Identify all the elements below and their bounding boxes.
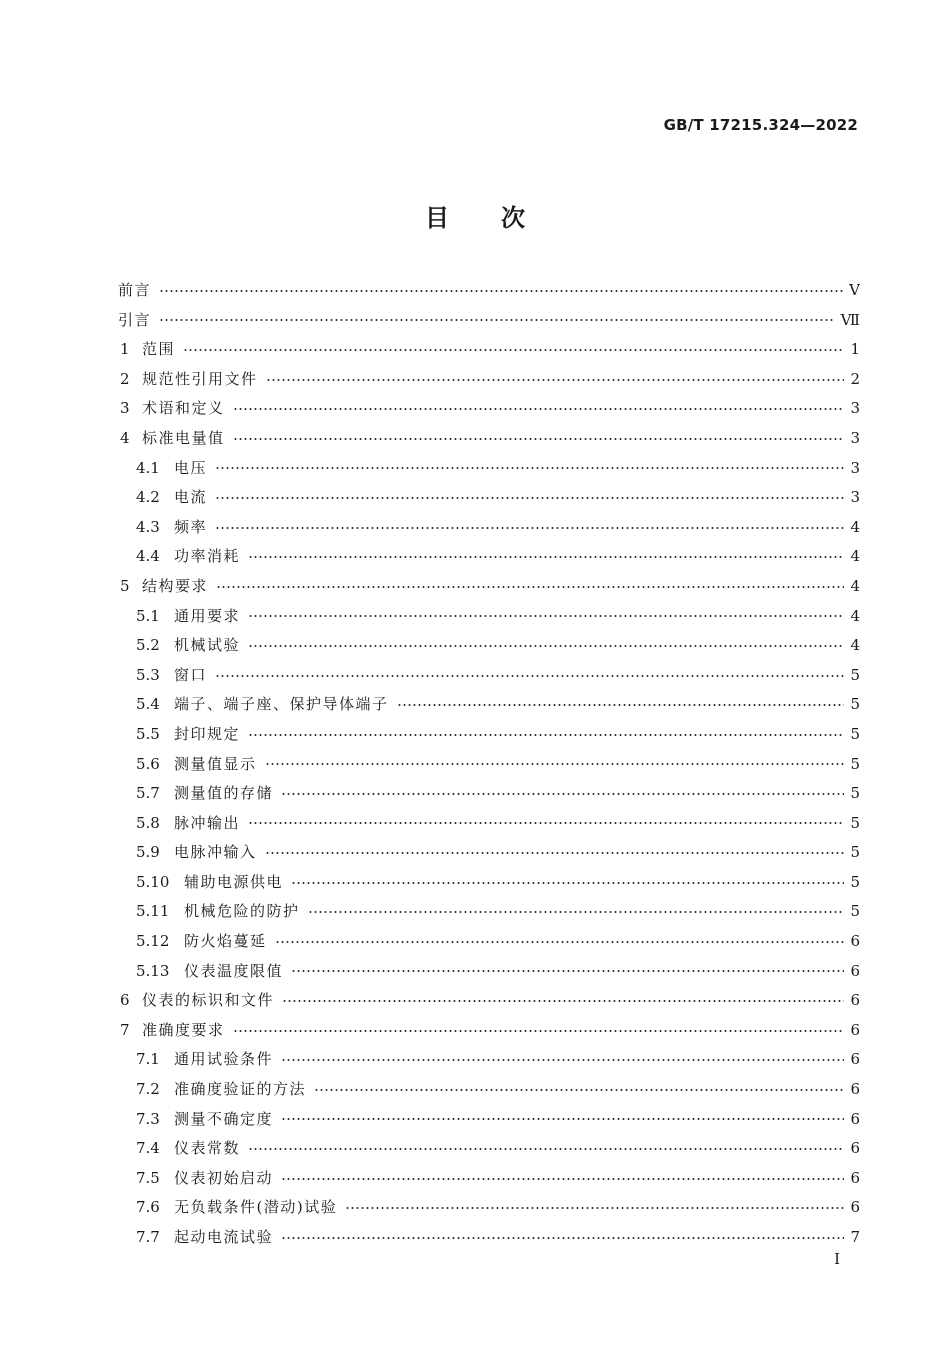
page-title: 目次 — [425, 204, 577, 232]
toc-entry-page: 6 — [850, 932, 860, 951]
dot-leader — [308, 911, 844, 913]
toc-entry[interactable] — [118, 661, 860, 691]
toc-entry-page: 6 — [850, 1109, 860, 1128]
toc-entry-number: 4.3 — [136, 517, 160, 536]
toc-entry-number: 7.1 — [136, 1050, 160, 1069]
dot-leader — [248, 556, 844, 558]
toc-entry-page: V — [849, 281, 860, 299]
toc-entry-page: 2 — [850, 369, 860, 388]
toc-entry-label: 测量值显示 — [174, 754, 257, 773]
toc-entry-page: 5 — [850, 872, 860, 891]
toc-entry-label: 电压 — [174, 458, 208, 477]
dot-leader — [281, 1237, 844, 1239]
toc-entry-number: 7.4 — [136, 1139, 160, 1158]
toc-entry-label: 测量不确定度 — [174, 1109, 274, 1128]
toc-entry-label: 机械危险的防护 — [184, 902, 300, 921]
toc-entry-page: 4 — [850, 636, 860, 655]
toc-entry-page: 5 — [850, 665, 860, 684]
toc-entry-page: 3 — [850, 428, 860, 447]
toc-entry-number: 5.11 — [136, 902, 170, 921]
toc-entry-number: 5.5 — [136, 724, 160, 743]
dot-leader — [183, 349, 844, 351]
toc-entry-label: 规范性引用文件 — [142, 369, 258, 388]
toc-entry-page: 5 — [850, 724, 860, 743]
toc-entry-number: 7.3 — [136, 1109, 160, 1128]
dot-leader — [281, 793, 844, 795]
standard-code: GB/T 17215.324—2022 — [663, 116, 858, 134]
dot-leader — [282, 1000, 844, 1002]
toc-entry[interactable] — [118, 306, 860, 336]
dot-leader — [281, 1178, 844, 1180]
toc-entry-label: 防火焰蔓延 — [184, 932, 267, 951]
dot-leader — [233, 408, 844, 410]
dot-leader — [233, 1030, 844, 1032]
toc-entry-number: 2 — [120, 369, 130, 388]
toc-entry-page: 5 — [850, 784, 860, 803]
toc-entry[interactable] — [118, 897, 860, 927]
table-of-contents — [118, 276, 860, 1253]
toc-entry[interactable] — [118, 986, 860, 1016]
toc-entry[interactable] — [118, 690, 860, 720]
toc-entry[interactable] — [118, 1105, 860, 1135]
toc-entry-page: 3 — [850, 488, 860, 507]
toc-entry[interactable] — [118, 335, 860, 365]
dot-leader — [215, 675, 844, 677]
toc-entry-page: 7 — [850, 1228, 860, 1246]
toc-entry-page: Ⅶ — [840, 310, 860, 329]
toc-entry[interactable] — [118, 542, 860, 572]
toc-entry[interactable] — [118, 1016, 860, 1046]
toc-entry[interactable] — [118, 720, 860, 750]
toc-entry-label: 频率 — [174, 517, 208, 536]
toc-entry[interactable] — [118, 365, 860, 395]
toc-entry-label: 功率消耗 — [174, 547, 241, 566]
toc-entry-label: 电流 — [174, 488, 208, 507]
page-number: I — [834, 1250, 840, 1268]
toc-entry-page: 4 — [850, 547, 860, 566]
toc-entry-label: 端子、端子座、保护导体端子 — [174, 695, 389, 714]
dot-leader — [248, 822, 844, 824]
toc-entry-label: 电脉冲输入 — [174, 843, 257, 862]
toc-entry-label: 机械试验 — [174, 636, 241, 655]
dot-leader — [397, 704, 844, 706]
toc-entry-page: 6 — [850, 1198, 860, 1217]
toc-entry-number: 5.12 — [136, 932, 170, 951]
toc-entry[interactable] — [118, 750, 860, 780]
toc-entry[interactable] — [118, 1193, 860, 1223]
toc-entry-page: 6 — [850, 1020, 860, 1039]
dot-leader — [248, 734, 844, 736]
toc-entry-page: 3 — [850, 458, 860, 477]
toc-entry-page: 6 — [850, 961, 860, 980]
toc-entry-page: 3 — [850, 399, 860, 418]
toc-entry[interactable] — [118, 513, 860, 543]
toc-entry-label: 封印规定 — [174, 724, 241, 743]
toc-entry-number: 7.2 — [136, 1080, 160, 1099]
toc-entry[interactable] — [118, 957, 860, 987]
toc-entry[interactable] — [118, 631, 860, 661]
toc-entry-number: 5.13 — [136, 961, 170, 980]
toc-entry-page: 1 — [850, 340, 860, 359]
toc-entry-page: 6 — [850, 1050, 860, 1069]
toc-entry-page: 4 — [850, 576, 860, 595]
toc-entry[interactable] — [118, 838, 860, 868]
toc-entry[interactable] — [118, 1223, 860, 1253]
dot-leader — [215, 497, 844, 499]
toc-entry-page: 5 — [850, 813, 860, 832]
dot-leader — [314, 1089, 844, 1091]
dot-leader — [159, 319, 835, 321]
toc-entry-number: 3 — [120, 399, 130, 418]
dot-leader — [233, 438, 844, 440]
dot-leader — [281, 1059, 844, 1061]
toc-entry-label: 脉冲输出 — [174, 813, 241, 832]
toc-entry[interactable] — [118, 1075, 860, 1105]
toc-entry-page: 5 — [850, 902, 860, 921]
toc-entry-label: 标准电量值 — [142, 428, 225, 447]
toc-entry-page: 5 — [850, 695, 860, 714]
toc-entry[interactable] — [118, 809, 860, 839]
toc-entry-number: 4.1 — [136, 458, 160, 477]
toc-entry-number: 5.10 — [136, 872, 170, 891]
toc-entry-page: 4 — [850, 517, 860, 536]
toc-entry-label: 辅助电源供电 — [184, 872, 284, 891]
dot-leader — [291, 970, 844, 972]
toc-entry-number: 7.6 — [136, 1198, 160, 1217]
dot-leader — [248, 645, 844, 647]
toc-entry-label: 测量值的存储 — [174, 784, 274, 803]
toc-entry[interactable] — [118, 1134, 860, 1164]
toc-entry-number: 5.9 — [136, 843, 160, 862]
toc-entry-number: 7.7 — [136, 1228, 160, 1246]
toc-entry-page: 6 — [850, 991, 860, 1010]
toc-entry-number: 5.7 — [136, 784, 160, 803]
toc-entry[interactable] — [118, 1045, 860, 1075]
dot-leader — [248, 1148, 844, 1150]
dot-leader — [159, 290, 843, 292]
toc-entry[interactable] — [118, 424, 860, 454]
toc-entry[interactable] — [118, 602, 860, 632]
toc-entry-page: 6 — [850, 1080, 860, 1099]
dot-leader — [265, 852, 844, 854]
dot-leader — [216, 586, 844, 588]
toc-entry-label: 起动电流试验 — [174, 1228, 274, 1246]
toc-entry-page: 5 — [850, 843, 860, 862]
toc-entry-label: 准确度要求 — [142, 1020, 225, 1039]
dot-leader — [248, 615, 844, 617]
toc-entry-label: 仪表温度限值 — [184, 961, 284, 980]
toc-entry-number: 5 — [120, 576, 130, 595]
dot-leader — [275, 941, 844, 943]
dot-leader — [291, 882, 844, 884]
toc-entry-label: 窗口 — [174, 665, 208, 684]
toc-entry-page: 6 — [850, 1168, 860, 1187]
toc-entry[interactable] — [118, 779, 860, 809]
toc-entry[interactable] — [118, 454, 860, 484]
toc-entry-number: 5.2 — [136, 636, 160, 655]
toc-entry[interactable] — [118, 483, 860, 513]
toc-entry-number: 1 — [120, 340, 130, 359]
toc-entry-label: 仪表初始启动 — [174, 1168, 274, 1187]
toc-entry-number: 7 — [120, 1020, 130, 1039]
toc-entry-label: 仪表常数 — [174, 1139, 241, 1158]
toc-entry-number: 5.3 — [136, 665, 160, 684]
dot-leader — [345, 1207, 844, 1209]
toc-entry-label: 仪表的标识和文件 — [142, 991, 275, 1010]
toc-entry[interactable] — [118, 1164, 860, 1194]
toc-entry[interactable] — [118, 927, 860, 957]
toc-entry-number: 6 — [120, 991, 130, 1010]
toc-entry[interactable] — [118, 394, 860, 424]
dot-leader — [215, 467, 844, 469]
toc-entry-label: 前言 — [118, 281, 152, 299]
dot-leader — [281, 1118, 844, 1120]
toc-entry-number: 5.4 — [136, 695, 160, 714]
toc-entry-page: 5 — [850, 754, 860, 773]
toc-entry-number: 4 — [120, 428, 130, 447]
toc-entry-label: 术语和定义 — [142, 399, 225, 418]
dot-leader — [266, 379, 844, 381]
toc-entry-number: 5.6 — [136, 754, 160, 773]
toc-entry-number: 4.2 — [136, 488, 160, 507]
toc-entry-label: 引言 — [118, 310, 152, 329]
toc-entry-page: 4 — [850, 606, 860, 625]
toc-entry-label: 范围 — [142, 340, 176, 359]
toc-entry-label: 结构要求 — [142, 576, 209, 595]
toc-entry-number: 7.5 — [136, 1168, 160, 1187]
toc-entry[interactable] — [118, 572, 860, 602]
toc-entry[interactable] — [118, 868, 860, 898]
toc-entry-label: 通用要求 — [174, 606, 241, 625]
dot-leader — [215, 527, 844, 529]
toc-entry-label: 通用试验条件 — [174, 1050, 274, 1069]
toc-entry-number: 5.8 — [136, 813, 160, 832]
toc-entry-page: 6 — [850, 1139, 860, 1158]
toc-entry[interactable] — [118, 276, 860, 306]
dot-leader — [265, 763, 844, 765]
toc-entry-label: 准确度验证的方法 — [174, 1080, 307, 1099]
toc-entry-label: 无负载条件(潜动)试验 — [174, 1198, 338, 1217]
toc-entry-number: 4.4 — [136, 547, 160, 566]
toc-entry-number: 5.1 — [136, 606, 160, 625]
